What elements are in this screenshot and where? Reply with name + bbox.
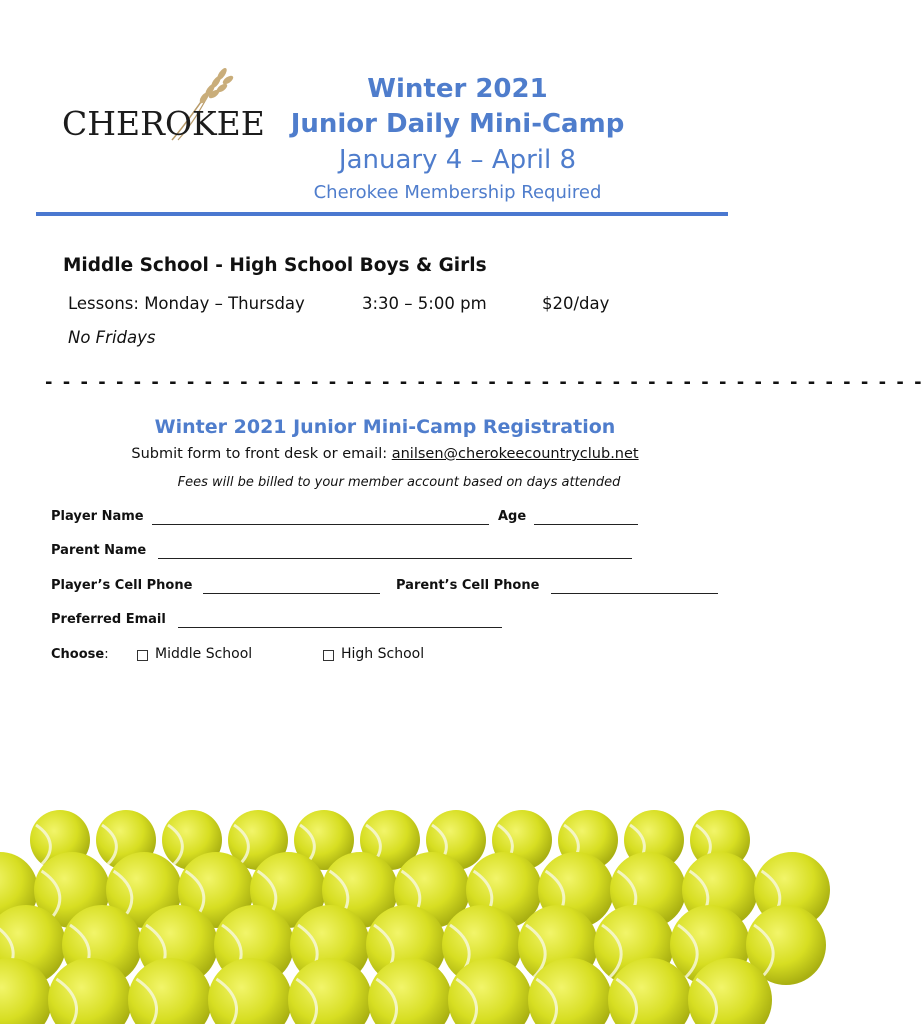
parent-name-field[interactable]	[158, 558, 632, 559]
preferred-email-field[interactable]	[178, 627, 502, 628]
header-divider	[36, 212, 728, 216]
high-school-label: High School	[341, 646, 425, 662]
parent-phone-label: Parent’s Cell Phone	[396, 578, 540, 593]
header-title-block	[270, 72, 645, 208]
choose-text: Choose	[51, 647, 105, 662]
parent-name-label: Parent Name	[51, 543, 147, 558]
tennis-balls-image	[0, 780, 770, 1024]
age-field[interactable]	[534, 524, 638, 525]
fees-note: Fees will be billed to your member account based on days attended	[177, 475, 621, 490]
lessons-days: Lessons: Monday – Thursday	[68, 294, 305, 313]
high-school-checkbox[interactable]	[323, 650, 334, 661]
title-line-2: Junior Daily Mini-Camp	[290, 109, 625, 139]
email-link[interactable]: anilsen@cherokeecountryclub.net	[391, 446, 639, 462]
middle-school-checkbox[interactable]	[137, 650, 148, 661]
parent-phone-field[interactable]	[551, 593, 718, 594]
lessons-time: 3:30 – 5:00 pm	[362, 294, 487, 313]
submit-text: Submit form to front desk or email:	[131, 446, 392, 462]
cut-line: - - - - - - - - - - - - - - - - - - - - - - - - - - - - - - - - - - - - - - - - - - - - - - - - - -	[45, 372, 924, 393]
title-line-1: Winter 2021	[367, 74, 548, 104]
player-name-field[interactable]	[152, 524, 489, 525]
date-range: January 4 – April 8	[338, 145, 577, 175]
registration-title: Winter 2021 Junior Mini-Camp Registration	[154, 416, 616, 438]
player-phone-label: Player’s Cell Phone	[51, 578, 193, 593]
membership-note: Cherokee Membership Required	[313, 182, 602, 203]
submit-instructions	[0, 446, 770, 462]
audience-heading: Middle School - High School Boys & Girls	[63, 255, 487, 276]
price: $20/day	[542, 294, 610, 313]
preferred-email-label: Preferred Email	[51, 612, 166, 627]
cherokee-logo	[62, 62, 265, 152]
middle-school-label: Middle School	[155, 646, 253, 662]
choose-label	[51, 647, 109, 662]
choose-colon: :	[104, 647, 109, 662]
logo-wordmark: CHEROKEE	[62, 104, 265, 143]
player-phone-field[interactable]	[203, 593, 380, 594]
age-label: Age	[498, 509, 527, 524]
no-fridays-note: No Fridays	[68, 328, 156, 347]
player-name-label: Player Name	[51, 509, 144, 524]
